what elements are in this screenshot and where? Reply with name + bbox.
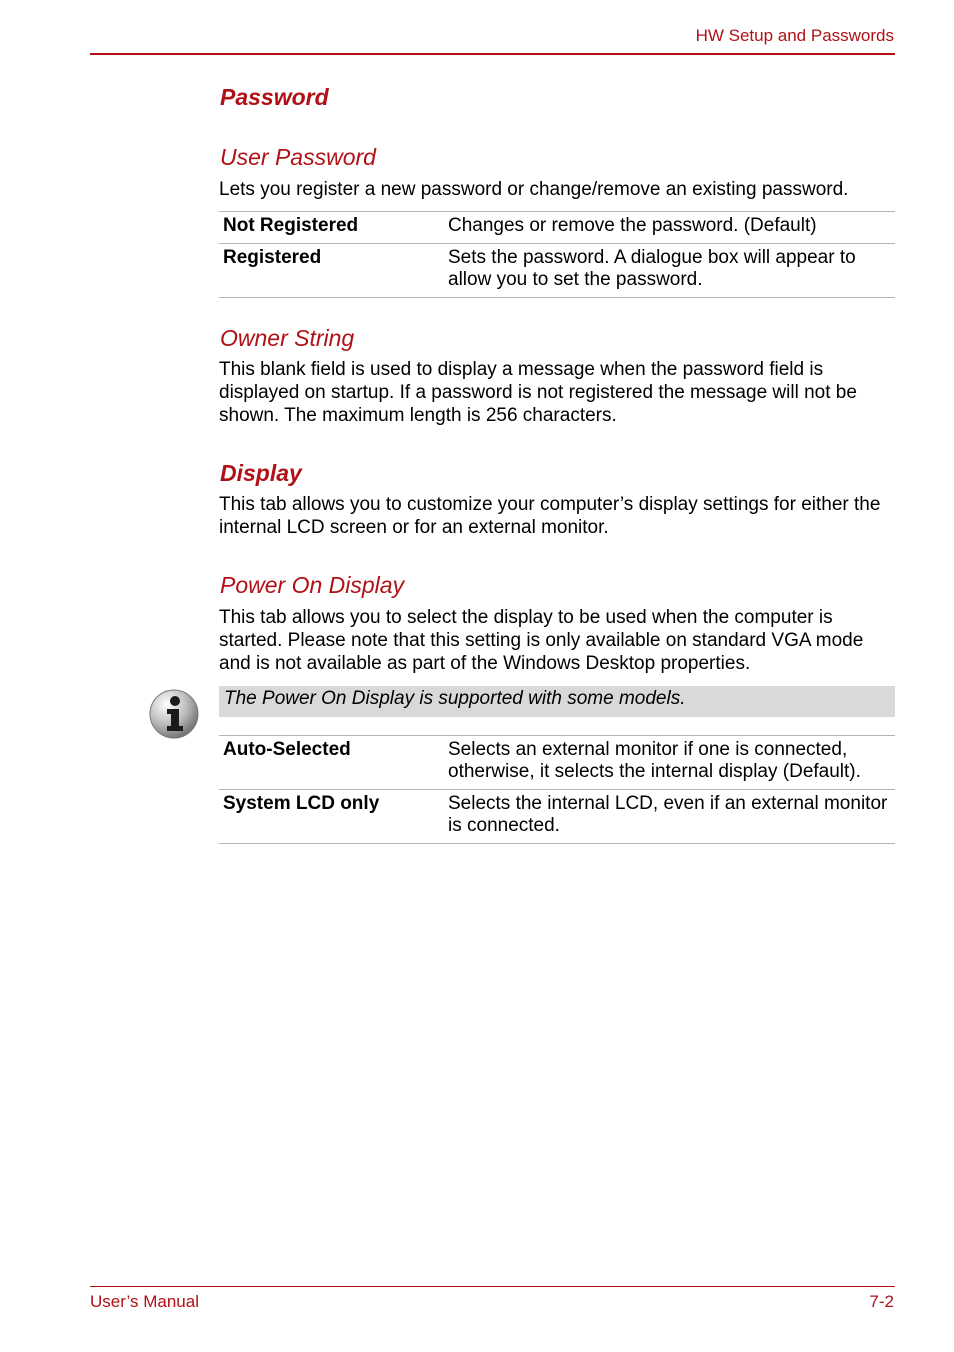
header-rule <box>90 53 895 55</box>
info-icon <box>148 688 200 740</box>
owner-string-text: This blank field is used to display a message when the password field is displayed on startup. If a password is not registered the message will not be shown. The maximum length is 256 characters. <box>219 359 857 426</box>
note-text: The Power On Display is supported with some models. <box>224 688 686 709</box>
page-number: 7-2 <box>869 1292 894 1311</box>
user-password-table <box>219 211 895 298</box>
footer-rule <box>90 1286 895 1287</box>
option-label: Not Registered <box>223 215 359 236</box>
table-row <box>219 244 895 298</box>
table-row <box>219 790 895 844</box>
option-label: Auto-Selected <box>223 739 351 760</box>
table-row <box>219 736 895 790</box>
option-description: Selects the internal LCD, even if an external monitor is connected. <box>448 793 888 836</box>
section-title-power-on-display: Power On Display <box>220 572 405 598</box>
display-text: This tab allows you to customize your computer’s display settings for either the internal LCD screen or for an external monitor. <box>219 494 881 538</box>
option-label: System LCD only <box>223 793 380 814</box>
power-on-display-table <box>219 735 895 844</box>
option-label: Registered <box>223 247 322 268</box>
footer-manual-label: User’s Manual <box>90 1292 199 1311</box>
option-description: Changes or remove the password. (Default) <box>448 215 817 236</box>
header-title: HW Setup and Passwords <box>695 26 894 45</box>
table-row <box>219 212 895 244</box>
section-title-user-password: User Password <box>220 144 376 170</box>
user-password-text: Lets you register a new password or change/remove an existing password. <box>219 179 849 200</box>
power-on-display-text: This tab allows you to select the display to be used when the computer is started. Please note that this setting is only available on standard VGA mode and is not available as part of the Windows Desktop properties. <box>219 607 864 674</box>
section-title-owner-string: Owner String <box>220 325 355 351</box>
section-title-password: Password <box>220 84 329 110</box>
option-description: Selects an external monitor if one is connected, otherwise, it selects the internal display (Default). <box>448 739 861 782</box>
section-title-display: Display <box>220 460 302 486</box>
option-description: Sets the password. A dialogue box will appear to allow you to set the password. <box>448 247 856 290</box>
